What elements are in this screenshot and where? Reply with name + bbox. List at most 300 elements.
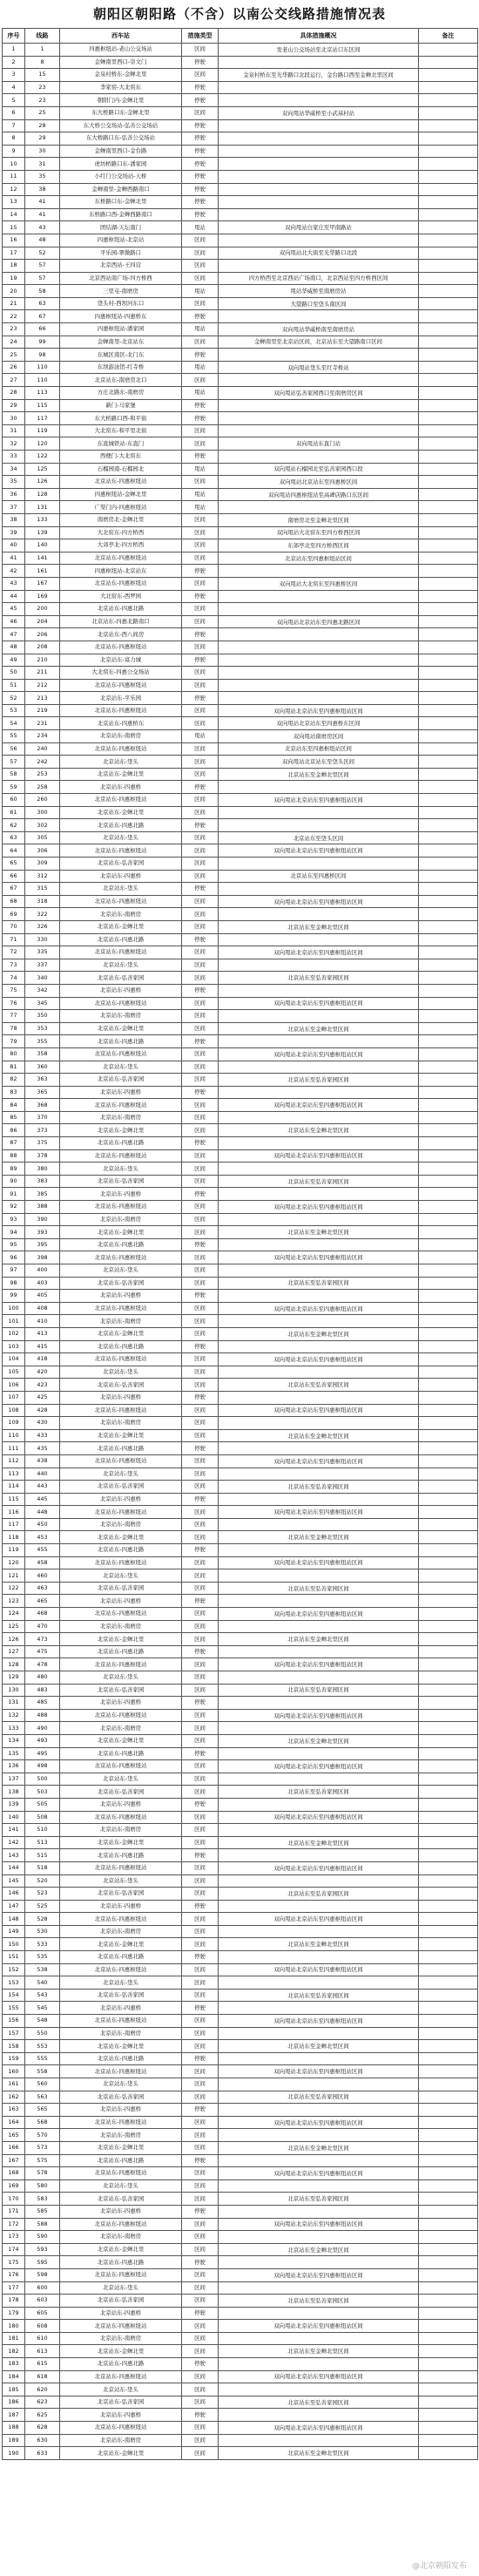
cell-measure-type: 区间 [182,2231,219,2244]
cell-measure-detail: 金蝉南里至北京站区间，北京站东至大望路南口区间 [219,336,419,349]
cell-measure-detail [219,2358,419,2371]
cell-terminals: 北京站东-弘善家园 [60,2091,182,2104]
cell-route: 488 [25,1709,60,1722]
table-row [3,336,478,349]
header-route: 线路 [25,29,60,44]
cell-measure-type: 停驶 [182,1849,219,1862]
cell-measure-detail [219,603,419,616]
cell-measure-detail [219,349,419,362]
cell-index: 16 [3,234,25,247]
cell-index: 70 [3,920,25,933]
table-row [3,2434,478,2447]
cell-remark [419,2281,478,2295]
cell-remark [419,349,478,362]
cell-route: 475 [25,1645,60,1658]
cell-route: 206 [25,628,60,641]
table-row [3,2307,478,2320]
cell-measure-detail [219,1468,419,1481]
cell-remark [419,1595,478,1608]
cell-index: 158 [3,2040,25,2053]
cell-remark [419,679,478,692]
table-row [3,221,478,234]
table-row [3,1315,478,1328]
table-row [3,1429,478,1442]
cell-index: 163 [3,2104,25,2117]
cell-measure-detail: 北京站东至弘善家园区间 [219,2193,419,2206]
cell-route: 41 [25,196,60,209]
cell-index: 123 [3,1595,25,1608]
cell-index: 165 [3,2129,25,2142]
cell-route: 415 [25,1340,60,1353]
cell-terminals: 北京站东-垡头 [60,831,182,844]
cell-route: 326 [25,920,60,933]
table-row [3,1951,478,1964]
table-row [3,1836,478,1849]
cell-remark [419,1417,478,1430]
cell-measure-type: 停驶 [182,654,219,667]
cell-measure-type: 区间 [182,1531,219,1544]
cell-index: 7 [3,119,25,132]
cell-measure-detail: 北京站东至垡头区间 [219,831,419,844]
cell-route: 573 [25,2141,60,2154]
cell-index: 6 [3,106,25,119]
cell-measure-type: 停驶 [182,565,219,578]
cell-route: 613 [25,2345,60,2358]
cell-measure-detail: 双向甩站北京站东至四惠枢纽站区间 [219,2422,419,2435]
cell-remark [419,1302,478,1315]
cell-measure-type: 停驶 [182,1595,219,1608]
cell-measure-type: 区间 [182,2116,219,2129]
cell-measure-type: 区间 [182,756,219,769]
cell-remark [419,424,478,437]
cell-measure-type: 区间 [182,1404,219,1417]
cell-measure-type: 区间 [182,2383,219,2396]
cell-route: 410 [25,1315,60,1328]
cell-remark [419,1506,478,1519]
table-row [3,1099,478,1112]
cell-index: 57 [3,756,25,769]
cell-remark [419,2256,478,2269]
cell-measure-type: 停驶 [182,349,219,362]
cell-measure-type: 区间 [182,704,219,717]
cell-measure-type: 停驶 [182,1290,219,1303]
cell-index: 2 [3,56,25,69]
cell-index: 59 [3,781,25,794]
cell-terminals: 北京站东-垡头 [60,2281,182,2295]
cell-measure-type: 区间 [182,374,219,387]
table-row [3,1302,478,1315]
cell-measure-type: 区间 [182,1315,219,1328]
cell-remark [419,2091,478,2104]
cell-measure-type: 区间 [182,272,219,285]
cell-remark [419,81,478,94]
cell-measure-detail [219,1493,419,1506]
cell-remark [419,1836,478,1849]
cell-terminals: 北京站东-四惠桥 [60,1798,182,1811]
cell-measure-detail [219,692,419,705]
cell-measure-type: 区间 [182,742,219,756]
cell-index: 161 [3,2078,25,2091]
cell-measure-detail [219,1874,419,1888]
cell-terminals: 北京站东-四惠桥 [60,2307,182,2320]
cell-measure-detail [219,183,419,196]
cell-route: 550 [25,2027,60,2040]
cell-terminals: 北京站东-金蝉北里 [60,1429,182,1442]
cell-measure-type: 停驶 [182,1137,219,1150]
table-row [3,997,478,1010]
cell-remark [419,451,478,464]
cell-terminals: 北京站东-四惠枢纽站 [60,742,182,756]
cell-measure-detail [219,374,419,387]
table-row [3,501,478,514]
cell-terminals: 北京站东-弘善家园 [60,1175,182,1188]
cell-remark [419,2104,478,2117]
cell-terminals: 北京站东-金蝉北里 [60,2243,182,2256]
cell-terminals: 广渠门内-四惠枢纽站 [60,501,182,514]
cell-terminals: 北京站东-四惠北路 [60,1645,182,1658]
cell-measure-detail [219,158,419,171]
cell-index: 102 [3,1327,25,1340]
cell-measure-detail [219,1722,419,1735]
cell-remark [419,2015,478,2028]
cell-route: 242 [25,756,60,769]
cell-measure-type: 区间 [182,552,219,565]
cell-measure-type: 区间 [182,972,219,985]
cell-measure-type: 区间 [182,641,219,654]
cell-remark [419,1518,478,1531]
cell-measure-detail: 双向甩站北京站东至四惠枢纽站区间 [219,2116,419,2129]
cell-terminals: 北京站东-四惠枢纽站 [60,1556,182,1569]
cell-route: 528 [25,1913,60,1926]
cell-terminals: 北京站东-四惠枢纽站 [60,1709,182,1722]
table-row [3,1658,478,1671]
cell-measure-detail: 双向甩站北京站东至四惠枢纽站区间 [219,2268,419,2281]
cell-terminals: 西便门-大北窑东 [60,451,182,464]
cell-index: 108 [3,1404,25,1417]
table-row [3,2320,478,2333]
cell-route: 608 [25,2320,60,2333]
cell-index: 106 [3,1379,25,1392]
cell-measure-detail [219,412,419,425]
cell-measure-detail [219,1697,419,1710]
cell-measure-type: 区间 [182,2065,219,2078]
table-row [3,1213,478,1226]
cell-route: 305 [25,831,60,844]
cell-terminals: 北京站东-四惠枢纽站 [60,2218,182,2231]
cell-terminals: 东坝游泳馆-红寺桥 [60,361,182,374]
cell-remark [419,628,478,641]
cell-remark [419,170,478,183]
cell-remark [419,1913,478,1926]
cell-route: 128 [25,488,60,501]
table-row [3,1556,478,1569]
cell-measure-type: 停驶 [182,2358,219,2371]
cell-route: 66 [25,323,60,336]
cell-measure-detail [219,2332,419,2345]
cell-measure-type: 区间 [182,2447,219,2460]
cell-remark [419,2332,478,2345]
cell-measure-detail [219,2104,419,2117]
table-row [3,1327,478,1340]
cell-index: 43 [3,577,25,590]
cell-route: 620 [25,2383,60,2396]
cell-measure-type: 区间 [182,1709,219,1722]
table-row [3,158,478,171]
cell-terminals: 北京站东-四惠北路 [60,1035,182,1048]
cell-remark [419,2040,478,2053]
cell-index: 179 [3,2307,25,2320]
cell-measure-type: 停驶 [182,984,219,997]
cell-index: 166 [3,2141,25,2154]
cell-remark [419,1022,478,1035]
cell-route: 455 [25,1544,60,1557]
cell-measure-detail: 甩站华威桥至南磨房站 [219,285,419,298]
cell-remark [419,539,478,552]
cell-index: 181 [3,2332,25,2345]
cell-index: 39 [3,526,25,539]
cell-measure-type: 区间 [182,106,219,119]
table-row [3,1709,478,1722]
cell-route: 300 [25,806,60,819]
cell-measure-type: 区间 [182,2040,219,2053]
cell-route: 560 [25,2078,60,2091]
cell-route: 495 [25,1747,60,1760]
cell-measure-type: 区间 [182,2434,219,2447]
cell-index: 4 [3,81,25,94]
cell-terminals: 北京站东-弘善家园 [60,1481,182,1494]
cell-index: 21 [3,297,25,310]
cell-index: 24 [3,336,25,349]
cell-terminals: 北京站东-四惠枢纽站 [60,476,182,489]
table-row [3,1022,478,1035]
table-row [3,667,478,680]
cell-measure-type: 区间 [182,1582,219,1595]
cell-terminals: 北京站东-四惠桥 [60,1086,182,1099]
cell-index: 133 [3,1722,25,1735]
cell-remark [419,2307,478,2320]
table-row [3,145,478,158]
cell-route: 335 [25,946,60,959]
cell-terminals: 大北窑东-和平里北街 [60,424,182,437]
cell-measure-type: 停驶 [182,883,219,896]
cell-terminals: 北京站东-南磨房 [60,1213,182,1226]
table-row [3,2345,478,2358]
table-row [3,1518,478,1531]
cell-measure-detail: 北京站东至金蝉北里区间 [219,1531,419,1544]
cell-measure-detail: 双向甩站北京站东至四惠枢纽站区间 [219,895,419,908]
cell-route: 420 [25,1366,60,1379]
cell-measure-detail: 双向甩站北京站东至四惠北路区间 [219,615,419,628]
cell-terminals: 北京站东-四惠桥 [60,2104,182,2117]
cell-measure-type: 停驶 [182,1035,219,1048]
cell-route: 535 [25,1951,60,1964]
cell-index: 171 [3,2205,25,2218]
cell-measure-type: 区间 [182,1836,219,1849]
cell-route: 213 [25,692,60,705]
table-row [3,1900,478,1913]
cell-measure-type: 区间 [182,1353,219,1366]
table-row [3,44,478,57]
cell-index: 92 [3,1201,25,1214]
cell-remark [419,1264,478,1278]
cell-terminals: 北京站东-四惠枢纽站 [60,794,182,807]
cell-terminals: 北京站东-四惠北路 [60,2256,182,2269]
cell-index: 105 [3,1366,25,1379]
cell-measure-detail [219,260,419,273]
cell-index: 82 [3,1074,25,1087]
cell-remark [419,1888,478,1901]
cell-index: 40 [3,539,25,552]
table-row [3,1963,478,1976]
cell-terminals: 北京站东-金蝉北里 [60,1124,182,1137]
cell-measure-detail [219,2205,419,2218]
cell-index: 3 [3,69,25,82]
cell-index: 99 [3,1290,25,1303]
cell-measure-detail [219,1213,419,1226]
table-row [3,208,478,221]
cell-measure-detail: 双向甩站北京站东至四惠枢纽站区间 [219,1709,419,1722]
table-row [3,297,478,310]
table-row [3,1544,478,1557]
table-row [3,1124,478,1137]
cell-measure-type: 停驶 [182,1645,219,1658]
cell-route: 363 [25,1074,60,1087]
cell-measure-detail: 北京站东至弘善家园区间 [219,1175,419,1188]
cell-remark [419,234,478,247]
cell-route: 312 [25,870,60,883]
cell-route: 393 [25,1226,60,1239]
cell-terminals: 北京站东-四惠枢纽站 [60,1302,182,1315]
cell-measure-type: 区间 [182,1302,219,1315]
cell-terminals: 东直城铁站-东直门 [60,437,182,451]
cell-index: 172 [3,2218,25,2231]
cell-measure-detail: 北京站东至弘善家园区间 [219,2295,419,2308]
table-row [3,844,478,858]
cell-remark [419,2396,478,2409]
cell-measure-detail [219,858,419,871]
cell-route: 67 [25,310,60,323]
cell-remark [419,501,478,514]
cell-measure-detail [219,56,419,69]
cell-measure-type: 区间 [182,1556,219,1569]
cell-measure-detail [219,208,419,221]
cell-remark [419,2370,478,2383]
cell-index: 75 [3,984,25,997]
cell-index: 183 [3,2358,25,2371]
cell-terminals: 金蝉南里-北京站东 [60,336,182,349]
cell-route: 473 [25,1633,60,1646]
cell-remark [419,959,478,972]
cell-measure-detail [219,234,419,247]
cell-measure-type: 区间 [182,2078,219,2091]
cell-remark [419,526,478,539]
cell-index: 61 [3,806,25,819]
cell-measure-detail: 北京站东至弘善家园区间 [219,1481,419,1494]
cell-measure-type: 停驶 [182,412,219,425]
table-row [3,1633,478,1646]
cell-measure-type: 停驶 [182,2002,219,2015]
cell-index: 11 [3,170,25,183]
cell-index: 13 [3,196,25,209]
cell-index: 71 [3,933,25,946]
cell-measure-type: 区间 [182,2167,219,2180]
cell-route: 358 [25,1047,60,1061]
cell-measure-type: 停驶 [182,2256,219,2269]
cell-route: 380 [25,1163,60,1176]
cell-remark [419,1327,478,1340]
cell-measure-type: 区间 [182,615,219,628]
cell-remark [419,488,478,501]
cell-index: 31 [3,424,25,437]
cell-remark [419,1620,478,1633]
cell-measure-detail [219,501,419,514]
cell-index: 38 [3,513,25,526]
cell-index: 20 [3,285,25,298]
cell-remark [419,1124,478,1137]
cell-measure-type: 区间 [182,476,219,489]
cell-remark [419,2154,478,2167]
cell-remark [419,1556,478,1569]
cell-measure-detail: 双向甩站北京站东至四惠枢纽站区间 [219,2218,419,2231]
cell-remark [419,208,478,221]
cell-measure-detail [219,2129,419,2142]
cell-terminals: 四惠枢纽站-金蝉北里 [60,488,182,501]
cell-remark [419,806,478,819]
table-row [3,476,478,489]
cell-measure-detail [219,424,419,437]
cell-terminals: 北京站东-南磨房 [60,908,182,921]
cell-measure-type: 区间 [182,1658,219,1671]
cell-measure-detail [219,819,419,832]
cell-remark [419,641,478,654]
table-row [3,2281,478,2295]
cell-measure-detail [219,1442,419,1455]
table-row [3,1175,478,1188]
cell-route: 518 [25,1861,60,1874]
cell-terminals: 北京站东-金蝉北里 [60,1633,182,1646]
cell-index: 47 [3,628,25,641]
table-row [3,1849,478,1862]
cell-index: 177 [3,2281,25,2295]
header-remark: 备注 [419,29,478,44]
cell-measure-detail [219,1849,419,1862]
cell-measure-type: 停驶 [182,1391,219,1404]
cell-index: 142 [3,1836,25,1849]
cell-remark [419,819,478,832]
cell-route: 390 [25,1213,60,1226]
cell-terminals: 北京站东-金蝉北里 [60,920,182,933]
cell-measure-type: 区间 [182,2396,219,2409]
cell-measure-type: 区间 [182,1620,219,1633]
cell-route: 618 [25,2370,60,2383]
cell-terminals: 北京站东-南磨房 [60,1417,182,1430]
cell-terminals: 东大桥路口东-金蝉北里 [60,106,182,119]
cell-route: 23 [25,94,60,107]
cell-route: 558 [25,2065,60,2078]
cell-route: 234 [25,730,60,743]
cell-measure-type: 区间 [182,2345,219,2358]
cell-remark [419,1010,478,1023]
cell-terminals: 北京站东-南磨房 [60,1824,182,1837]
cell-route: 460 [25,1569,60,1583]
cell-remark [419,1379,478,1392]
cell-terminals: 北京站东-四惠枢纽站 [60,1811,182,1824]
cell-remark [419,106,478,119]
cell-measure-detail: 双向甩站华威桥至小武基村站 [219,106,419,119]
table-row [3,451,478,464]
cell-measure-type: 区间 [182,539,219,552]
cell-index: 17 [3,247,25,260]
